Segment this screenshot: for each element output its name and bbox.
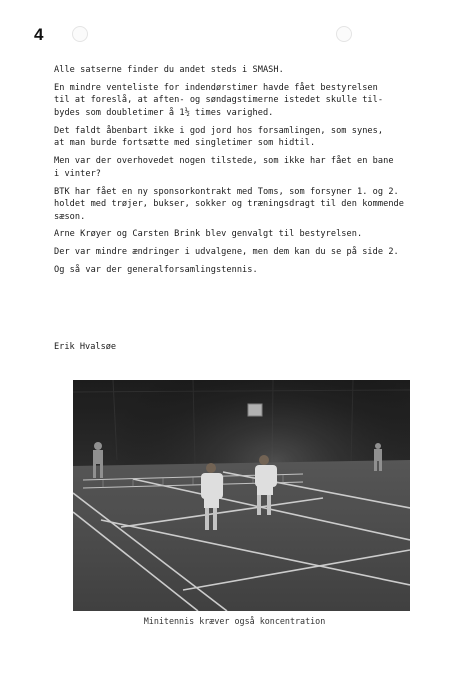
photo-caption: Minitennis kræver også koncentration	[143, 616, 326, 626]
paragraph: Arne Krøyer og Carsten Brink blev genvalgt til bestyrelsen.	[54, 229, 363, 240]
author-signature: Erik Hvalsøe	[54, 342, 117, 352]
paragraph: BTK har fået en ny sponsorkontrakt med Toms, som forsyner 1. og 2. holdet med trøjer, bukser, sokker og træningsdragt til den kommende sæson.	[54, 186, 404, 222]
punch-hole	[336, 26, 352, 42]
paragraph: En mindre venteliste for indendørstimer havde fået bestyrelsen til at foreslå, at aften- og søndagstimerne istedet skulle til- bydes som doubletimer å 1½ times varighed.	[54, 82, 384, 118]
paragraph: Det faldt åbenbart ikke i god jord hos forsamlingen, som synes, at man burde fortsætte med singletimer som hidtil.	[54, 125, 384, 149]
paragraph: Alle satserne finder du andet steds i SMASH.	[54, 65, 284, 75]
page-number: 4	[34, 25, 44, 44]
paragraph: Men var der overhovedet nogen tilstede, som ikke har fået en bane i vinter?	[54, 156, 394, 179]
sports-hall-photo	[73, 380, 410, 611]
punch-hole	[72, 26, 88, 42]
paragraph: Der var mindre ændringer i udvalgene, men dem kan du se på side 2.	[54, 247, 399, 258]
photo-illustration	[73, 380, 410, 611]
article-body	[54, 64, 454, 282]
paragraph: Og så var der generalforsamlingstennis.	[54, 265, 258, 276]
